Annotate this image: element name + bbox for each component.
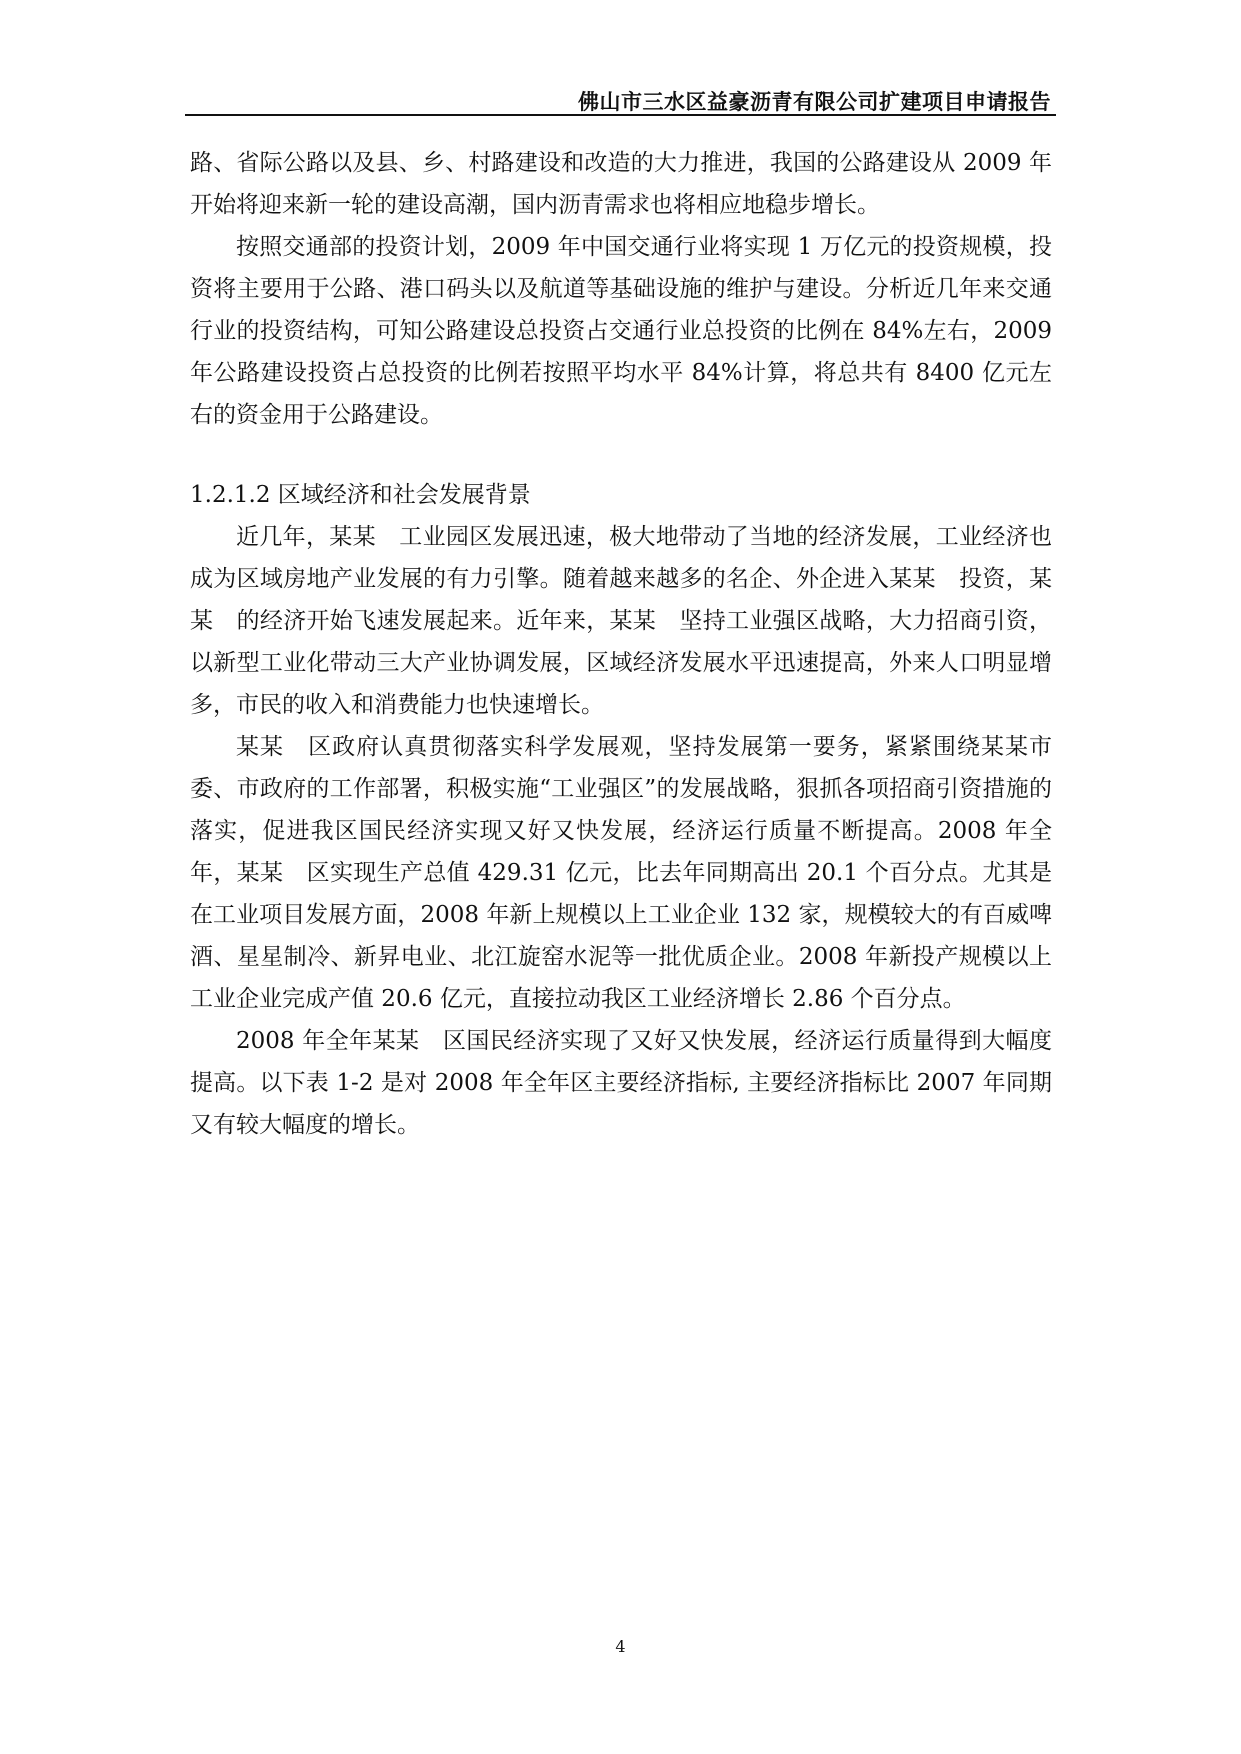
section-heading: 1.2.1.2 区域经济和社会发展背景 [190,482,531,508]
page-number: 4 [615,1637,626,1656]
paragraph-road-construction: 路、省际公路以及县、乡、村路建设和改造的大力推进，我国的公路建设从 2009 年开始将迎来新一轮的建设高潮，国内沥青需求也将相应地稳步增长。 [190,150,1052,218]
running-header-title: 佛山市三水区益豪沥青有限公司扩建项目申请报告 [578,90,1051,114]
paragraph-regional-development: 近几年，某某 工业园区发展迅速，极大地带动了当地的经济发展，工业经济也成为区域房地产业发展的有力引擎。随着越来越多的名企、外企进入某某 投资，某某 的经济开始飞速发展起来。近年来，某某 坚持工业强区战略，大力招商引资，以新型工业化带动三大产业协调发展，区域经济发展水平迅速提高，外来人口明显增多，市民的收入和消费能力也快速增长。 [190,524,1052,718]
header-divider [185,114,1056,116]
paragraph-2008-economy: 2008 年全年某某 区国民经济实现了又好又快发展，经济运行质量得到大幅度提高。以下表 1-2 是对 2008 年全年区主要经济指标, 主要经济指标比 2007 年同期又有较大幅度的增长。 [190,1028,1052,1138]
document-body [190,142,1052,1146]
paragraph-district-government: 某某 区政府认真贯彻落实科学发展观，坚持发展第一要务，紧紧围绕某某市委、市政府的工作部署，积极实施“工业强区”的发展战略，狠抓各项招商引资措施的落实，促进我区国民经济实现又好又快发展，经济运行质量不断提高。2008 年全年，某某 区实现生产总值 429.31 亿元，比去年同期高出 20.1 个百分点。尤其是在工业项目发展方面，2008 年新上规模以上工业企业 132 家，规模较大的有百威啤酒、星星制冷、新昇电业、北江旋窑水泥等一批优质企业。2008 年新投产规模以上工业企业完成产值 20.6 亿元，直接拉动我区工业经济增长 2.86 个百分点。 [190,734,1052,1012]
paragraph-investment-plan: 按照交通部的投资计划，2009 年中国交通行业将实现 1 万亿元的投资规模，投资将主要用于公路、港口码头以及航道等基础设施的维护与建设。分析近几年来交通行业的投资结构，可知公路建设总投资占交通行业总投资的比例在 84%左右，2009 年公路建设投资占总投资的比例若按照平均水平 84%计算，将总共有 8400 亿元左右的资金用于公路建设。 [190,234,1052,428]
